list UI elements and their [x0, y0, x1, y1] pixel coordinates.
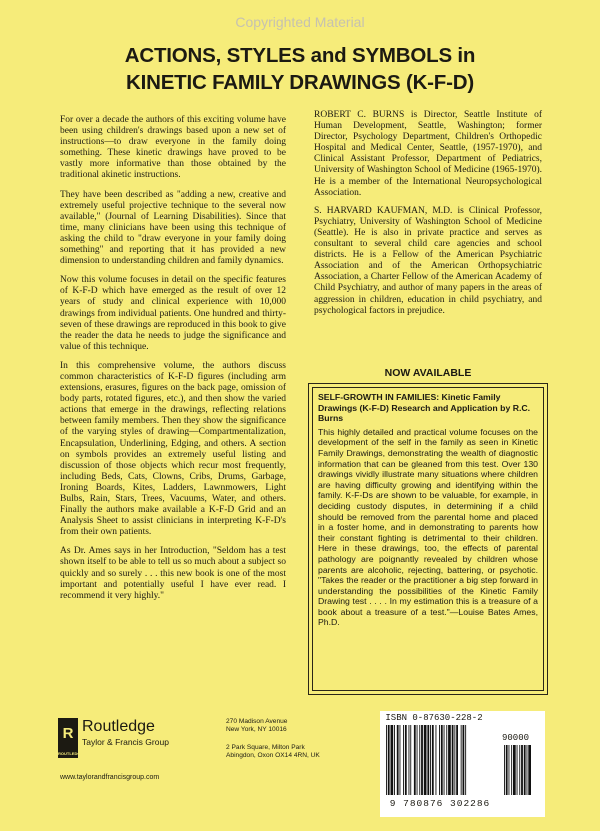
addon-barcode-bar: [513, 745, 516, 795]
barcode-bar: [427, 725, 429, 795]
barcode-bar: [397, 725, 399, 795]
barcode-bar: [461, 725, 462, 795]
routledge-r-icon: [58, 718, 84, 758]
watermark: Copyrighted Material: [235, 14, 365, 30]
barcode-panel: [380, 711, 545, 817]
addon-barcode-bar: [511, 745, 512, 795]
barcode-bar: [439, 725, 440, 795]
publisher-website: www.taylorandfrancisgroup.com: [60, 774, 160, 781]
addon-barcode-bar: [521, 745, 523, 795]
barcode-bar: [452, 725, 454, 795]
publisher-name: Routledge: [82, 718, 155, 735]
addon-barcode-bar: [506, 745, 508, 795]
description-paragraph: Now this volume focuses in detail on the specific features of K-F-D which have emerged as the result of over 12 years of study and clinical experience with 10,000 drawings from individual patients. One hundred and thirty-seven of these drawings are reproduced in this book to give the reader the data he needs to judge the significance and value of this technique.: [60, 275, 286, 352]
barcode-bar: [446, 725, 447, 795]
addon-barcode-bar: [519, 745, 520, 795]
description-paragraph: In this comprehensive volume, the authors discuss common characteristics of K-F-D figures (including arm extensions, erasures, figures on the back page, omission of body parts, rotated figures, etc.), and then show the varied actions that emerge in the drawings, reflecting relations between family members. Then they show the significance of the varying styles of drawing—Compartmentalization, Encapsulation, Underlining, Edging, and others. A section on symbols provides an extremely useful listing and discussion of those objects which recur most frequently, including Beds, Cats, Clowns, Cribs, Drums, Garbage, Ironing Boards, Kites, Ladders, Lawnmowers, Light Bulbs, Rain, Stars, Trees, Vacuums, Water, and others. Finally the authors make available a K-F-D Grid and an Analysis Sheet to assist clinicians in interpreting K-F-D's from their own patients.: [60, 360, 286, 538]
promo-box: [308, 383, 548, 695]
barcode-bar: [436, 725, 437, 795]
barcode-bar: [441, 725, 443, 795]
address-line: New York, NY 10016: [226, 726, 287, 733]
barcode-bar: [448, 725, 451, 795]
title-line-1: ACTIONS, STYLES and SYMBOLS in: [124, 44, 476, 67]
addon-barcode-bar: [509, 745, 510, 795]
barcode-bar: [400, 725, 401, 795]
logo-letter: R: [62, 725, 74, 742]
barcode-bar: [409, 725, 410, 795]
kaufman-bio: S. HARVARD KAUFMAN, M.D. is Clinical Professor, Psychiatry, University of Washington School of Medicine (Seattle). He is also in private practice and serves as consultant to several child care agencies and school districts. He is a Fellow of the American Psychiatric Association and of the American Orthopsychiatric Association, a Charter Fellow of the American Academy of Child Psychiatry, and author of many papers in the areas of aggression in children, education in child psychiatry, and psychological factors in prejudice.: [314, 205, 542, 316]
barcode-bar: [414, 725, 416, 795]
barcode-bar: [386, 725, 387, 795]
book-title: [60, 42, 540, 96]
now-available-heading: NOW AVAILABLE: [384, 367, 472, 379]
barcode-bar: [463, 725, 465, 795]
barcode-bar: [421, 725, 423, 795]
barcode-bar: [388, 725, 390, 795]
barcode-bar: [432, 725, 434, 795]
publisher-logo: [58, 716, 220, 766]
burns-bio: ROBERT C. BURNS is Director, Seattle Institute of Human Development, Seattle, Washington; former Director, Psychology Department, Children's Orthopedic Hospital and Medical Center, Seattle, (1957-1970), and Clinical Assistant Professor, Department of Pediatrics, University of Washington School of Medicine (1965-1970). He is a member of the International Neuropsychological Association.: [314, 110, 542, 198]
barcode-bar: [391, 725, 394, 795]
barcode-bar: [394, 725, 395, 795]
barcode-bar: [444, 725, 445, 795]
addon-barcode-bar: [524, 745, 526, 795]
promo-box-inner: [312, 387, 544, 691]
us-address: [226, 718, 287, 734]
address-line: Abingdon, Oxon OX14 4RN, UK: [226, 752, 320, 759]
barcode-bar: [465, 725, 466, 795]
title-line-2: KINETIC FAMILY DRAWINGS (K-F-D): [126, 71, 474, 94]
uk-address: [226, 744, 320, 760]
isbn-label: ISBN 0-87630-228-2: [385, 713, 483, 723]
barcode-bar: [417, 725, 418, 795]
right-column: [314, 110, 542, 324]
promo-title: SELF-GROWTH IN FAMILIES: Kinetic Family Drawings (K-F-D) Research and Application by R.C. Burns: [318, 392, 531, 424]
addon-barcode-bar: [504, 745, 505, 795]
barcode-bar: [403, 725, 404, 795]
ames-quote-paragraph: As Dr. Ames says in her Introduction, "Seldom has a test shown itself to be able to tell us so much about a subject so quickly and so surely . . . this new book is one of the most important and potentially useful I have ever read. I recommend it very highly.": [60, 546, 286, 601]
description-paragraph: They have been described as "adding a new, creative and extremely useful projective technique to the several now available," (Journal of Learning Disabilities). Since that time, many clinicians have been using this technique of asking the child to "draw everyone in your family doing something" and reporting that it has provided a new dimension to understanding children and family dynamics.: [60, 189, 286, 267]
address-line: 270 Madison Avenue: [226, 718, 288, 725]
barcode-bar: [456, 725, 458, 795]
addon-barcode-bar: [527, 745, 528, 795]
price-code-label: 90000: [502, 733, 530, 743]
barcode-bar: [419, 725, 420, 795]
description-paragraph: For over a decade the authors of this exciting volume have been using children's drawings based upon a new set of instructions—to draw everyone in the family doing something. These kinetic drawings have proved to be vastly more informative than those obtained by the traditional akinetic instructions.: [60, 115, 286, 181]
publisher-group: Taylor & Francis Group: [82, 737, 169, 747]
addon-barcode-bar: [517, 745, 518, 795]
barcode-bar: [405, 725, 407, 795]
addon-barcode-bar: [528, 745, 531, 795]
address-line: 2 Park Square, Milton Park: [226, 744, 305, 751]
barcode-bar: [454, 725, 455, 795]
ean-number: 9 780876 302286: [389, 798, 491, 809]
promo-body: This highly detailed and practical volume focuses on the development of the self in the family as seen in Kinetic Family Drawings, demonstrating the wealth of diagnostic information that can be gleaned from this test. Over 130 drawings vividly illustrate many situations where children are having difficulty growing and identifying within the family. K-F-Ds are shown to be valuable, for example, in deciding custody disputes, in determining if a child should be removed from the parental home and placed in a foster home, and in demonstrating to parents how their constant fighting is detrimental to their children. Here in these drawings, too, the effects of parental pathology are poignantly revealed by children whose parents are alcoholic, rejecting, battering, or psychotic. "Takes the reader or the practitioner a big step forward in understanding the possibilities of the Kinetic Family Drawing test . . . . In my estimation this is a treasure of a book about a treasure of a test."—Louise Bates Ames, Ph.D.: [318, 426, 538, 628]
barcode-bar: [430, 725, 431, 795]
left-column: [60, 115, 286, 610]
barcode-bar: [410, 725, 411, 795]
logo-vertical-text: ROUTLEDGE: [58, 751, 84, 756]
barcode-bar: [424, 725, 427, 795]
